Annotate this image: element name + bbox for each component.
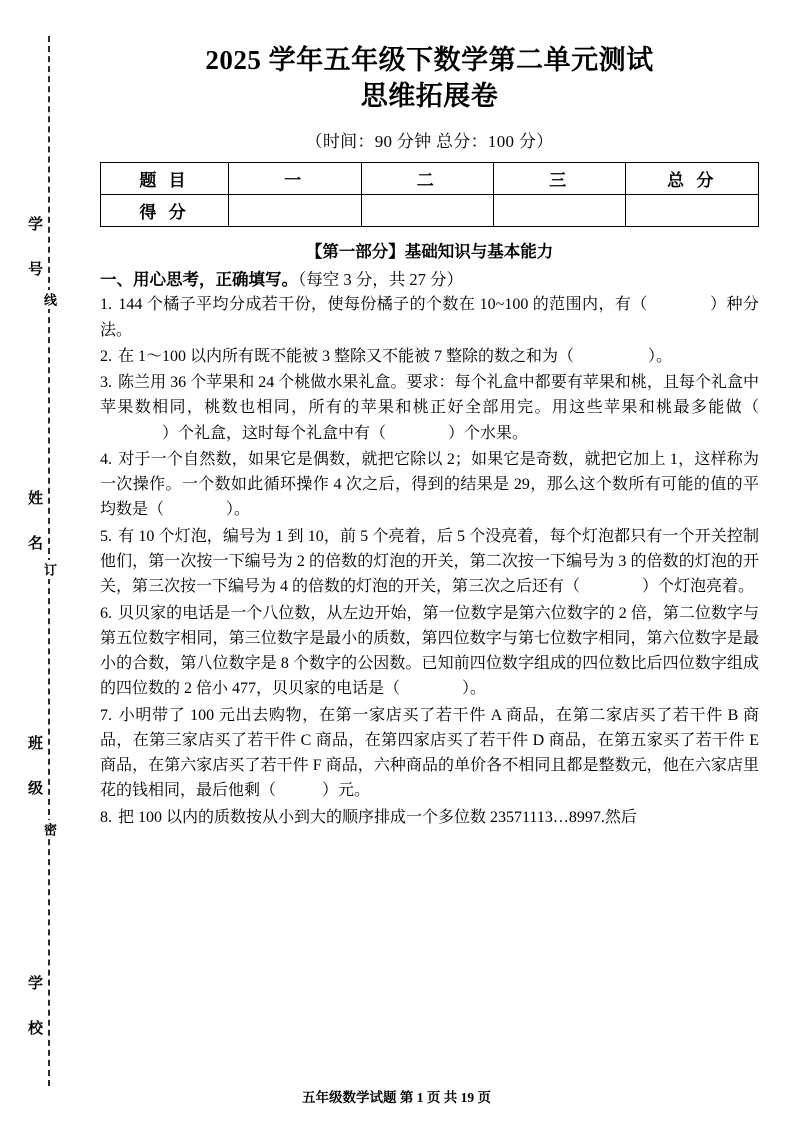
rail-label-name: 姓 名 [26,490,42,557]
question-4 [100,447,759,523]
part-heading: 【第一部分】基础知识与基本能力 [305,242,554,262]
question-2-text-a: 在 1～100 以内所有既不能被 3 整除又不能被 7 整除的数之和为（ [118,347,575,365]
page-footer: 五年级数学试题 第 1 页 共 19 页 [302,1090,491,1105]
question-3-number: 3. [100,374,112,392]
score-table-header-row [101,163,759,195]
rail-label-school: 学 校 [26,975,42,1042]
question-6-text-a: 贝贝家的电话是一个八位数，从左边开始，第一位数字是第六位数字的 2 倍，第二位数字与第五位数字相同，第三位数字是最小的质数，第四位数字与第七位数字相同，第六位数字是最小的合数，第八位数字是 8 个数字的公因数。已知前四位数字组成的四位数比后四位数字组成的四位数的 2 倍小 477，贝贝家的电话是（ [100,604,759,698]
score-header-subject: 题 目 [101,163,229,195]
question-6-number: 6. [100,604,112,622]
question-8 [100,805,759,830]
question-8-text-a: 把 100 以内的质数按从小到大的顺序排成一个多位数 23571113…8997.然后 [118,808,637,826]
score-header-three: 三 [493,163,625,195]
seal-char-mi: 密 [41,820,59,839]
question-3-text-b: ）个礼盒，这时每个礼盒中有（ [162,424,387,442]
question-7 [100,703,759,804]
question-1-text-b: ）种分法。 [100,296,759,339]
score-header-two: 二 [361,163,493,195]
exam-meta-info: （时间：90 分钟 总分：100 分） [305,132,554,152]
question-5-text-b: ）个灯泡亮着。 [642,578,755,596]
question-4-number: 4. [100,450,112,468]
question-5-number: 5. [100,527,112,545]
score-cell-three[interactable] [493,195,625,227]
rail-label-student-id: 学 号 [26,216,42,283]
question-5 [100,524,759,600]
seal-char-ding: 订 [41,560,59,579]
exam-content [86,0,793,1122]
question-4-text-b: ）。 [226,501,251,519]
left-binding-rail [0,0,86,1122]
section-heading [100,266,759,290]
section-heading-bold: 一、用心思考，正确填写。 [100,270,298,290]
score-cell-total[interactable] [626,195,759,227]
question-7-text-b: ）元。 [322,782,371,800]
title-line-2: 思维拓展卷 [360,81,499,112]
score-table [100,162,759,227]
score-cell-one[interactable] [229,195,361,227]
score-row-label: 得 分 [101,195,229,227]
score-cell-two[interactable] [361,195,493,227]
score-header-one: 一 [229,163,361,195]
question-7-text-a: 小明带了 100 元出去购物，在第一家店买了若干件 A 商品，在第二家店买了若干件 B 商品，在第三家店买了若干件 C 商品，在第四家店买了若干件 D 商品，在第五家买了若干件 E 商品，在第六家店买了若干件 F 商品，六种商品的单价各不相同且都是整数元，他在六家店里花的钱相同，最后他剩（ [100,706,759,800]
question-2-number: 2. [100,347,112,365]
question-6 [100,601,759,702]
question-3 [100,370,759,446]
question-6-text-b: ）。 [462,680,487,698]
question-7-number: 7. [100,706,112,724]
question-2 [100,344,759,369]
title-line-1: 2025 学年五年级下数学第二单元测试 [205,45,654,75]
question-1 [100,292,759,343]
question-8-number: 8. [100,808,112,826]
question-1-number: 1. [100,296,112,314]
page-title [100,42,759,114]
seal-char-line: 线 [41,290,59,309]
score-header-total: 总 分 [626,163,759,195]
question-3-text-a: 陈兰用 36 个苹果和 24 个桃做水果礼盒。要求：每个礼盒中都要有苹果和桃，且每个礼盒中苹果数相同，桃数也相同，所有的苹果和桃正好全部用完。用这些苹果和桃最多能做（ [100,374,759,417]
question-4-text-a: 对于一个自然数，如果它是偶数，就把它除以 2；如果它是奇数，就把它加上 1，这样称为一次操作。一个数如此循环操作 4 次之后，得到的结果是 29，那么这个数所有可能的值的平均数是（ [100,450,760,519]
question-5-text-a: 有 10 个灯泡，编号为 1 到 10，前 5 个亮着，后 5 个没亮着，每个灯泡都只有一个开关控制他们，第一次按一下编号为 2 的倍数的灯泡的开关，第二次按一下编号为 3 的倍数的灯泡的开关，第三次按一下编号为 4 的倍数的灯泡的开关，第三次之后还有（ [100,527,759,596]
score-table-value-row [101,195,759,227]
question-3-text-c: ）个水果。 [448,424,529,442]
question-2-text-b: ）。 [648,347,673,365]
rail-label-class: 班 级 [26,735,42,802]
question-1-text-a: 144 个橘子平均分成若干份，使每份橘子的个数在 10~100 的范围内，有（ [118,296,648,314]
section-heading-score: （每空 3 分，共 27 分） [298,270,463,290]
